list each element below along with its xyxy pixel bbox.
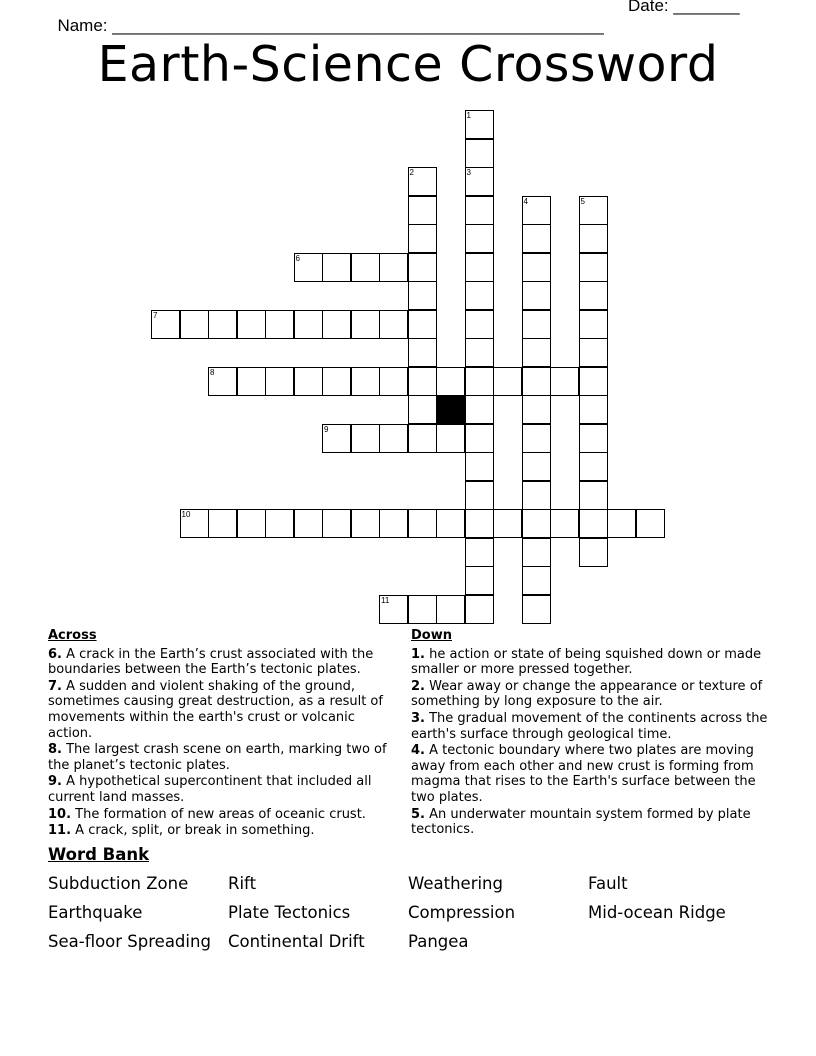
grid-cell[interactable] xyxy=(379,310,408,339)
grid-cell[interactable] xyxy=(237,367,266,396)
grid-cell[interactable] xyxy=(151,310,180,339)
grid-cell[interactable] xyxy=(579,481,608,510)
grid-cell[interactable] xyxy=(522,595,551,624)
grid-cell[interactable] xyxy=(579,310,608,339)
clue-number: 10. xyxy=(48,806,72,822)
clue-number: 11. xyxy=(48,823,72,839)
grid-cell[interactable] xyxy=(522,367,551,396)
grid-cell[interactable] xyxy=(379,367,408,396)
grid-cell[interactable] xyxy=(408,367,437,396)
grid-cell[interactable] xyxy=(465,224,494,253)
clue-number: 5. xyxy=(411,806,425,822)
across-clues xyxy=(48,628,398,840)
grid-cell[interactable] xyxy=(408,395,437,424)
grid-cell[interactable] xyxy=(408,253,437,282)
clue-text: The formation of new areas of oceanic crust. xyxy=(71,806,366,822)
clue-text: A crack, split, or break in something. xyxy=(71,823,315,839)
grid-cell[interactable] xyxy=(351,367,380,396)
clue-text: A sudden and violent shaking of the ground, sometimes causing great destruction, as a result of movements within the earth's crust or volcanic action. xyxy=(48,678,383,741)
grid-cell[interactable] xyxy=(579,367,608,396)
grid-cell[interactable] xyxy=(322,253,351,282)
grid-cell[interactable] xyxy=(208,310,237,339)
grid-cell[interactable] xyxy=(237,310,266,339)
grid-cell[interactable] xyxy=(522,538,551,567)
clue-text: A crack in the Earth’s crust associated with the boundaries between the Earth’s tectonic plates. xyxy=(48,646,374,678)
grid-cell[interactable] xyxy=(522,566,551,595)
grid-cell[interactable] xyxy=(351,310,380,339)
clue-text: A tectonic boundary where two plates are moving away from each other and new crust is forming from magma that rises to the Earth's surface between the two plates. xyxy=(411,743,756,805)
grid-cell[interactable] xyxy=(180,509,209,538)
down-heading: Down xyxy=(411,628,452,643)
grid-cell[interactable] xyxy=(465,395,494,424)
grid-cell[interactable] xyxy=(436,595,465,624)
clue-number: 4 xyxy=(523,196,528,206)
grid-cell[interactable] xyxy=(579,538,608,567)
grid-cell[interactable] xyxy=(465,281,494,310)
grid-cell[interactable] xyxy=(607,509,636,538)
name-field[interactable]: Name: ____________________________________________________ xyxy=(57,16,604,35)
word-bank-item: Plate Tectonics xyxy=(228,903,351,922)
grid-cell[interactable] xyxy=(379,595,408,624)
clue-number: 5 xyxy=(580,196,585,206)
grid-cell[interactable] xyxy=(379,253,408,282)
clue-number: 8 xyxy=(210,367,215,377)
across-clue xyxy=(48,647,398,678)
grid-cell[interactable] xyxy=(579,424,608,453)
clue-text: Wear away or change the appearance or texture of something by long exposure to the air. xyxy=(411,678,763,710)
clue-number: 1. xyxy=(411,646,425,662)
down-clue xyxy=(411,647,776,678)
grid-cell[interactable] xyxy=(408,281,437,310)
grid-cell[interactable] xyxy=(550,509,579,538)
across-clue xyxy=(48,774,398,805)
grid-cell[interactable] xyxy=(465,452,494,481)
grid-cell[interactable] xyxy=(465,538,494,567)
clue-text: The gradual movement of the continents across the earth's surface through geological time. xyxy=(411,710,768,742)
word-bank-heading: Word Bank xyxy=(48,845,150,864)
clue-number: 3 xyxy=(466,168,471,177)
grid-cell[interactable] xyxy=(294,367,323,396)
grid-cell[interactable] xyxy=(522,310,551,339)
word-bank-item: Rift xyxy=(228,874,257,893)
grid-cell[interactable] xyxy=(465,566,494,595)
grid-cell[interactable] xyxy=(408,509,437,538)
grid-cell[interactable] xyxy=(493,509,522,538)
grid-cell[interactable] xyxy=(579,395,608,424)
grid-cell[interactable] xyxy=(265,310,294,339)
grid-cell[interactable] xyxy=(208,509,237,538)
grid-cell[interactable] xyxy=(265,367,294,396)
grid-cell[interactable] xyxy=(436,367,465,396)
grid-cell[interactable] xyxy=(436,424,465,453)
grid-cell[interactable] xyxy=(522,452,551,481)
grid-cell[interactable] xyxy=(408,424,437,453)
grid-cell[interactable] xyxy=(465,253,494,282)
clue-number: 10 xyxy=(181,510,191,519)
grid-cell[interactable] xyxy=(522,281,551,310)
grid-cell[interactable] xyxy=(465,367,494,396)
grid-cell[interactable] xyxy=(579,509,608,538)
grid-cell[interactable] xyxy=(465,509,494,538)
clue-number: 2 xyxy=(409,168,414,177)
grid-cell[interactable] xyxy=(465,481,494,510)
grid-cell[interactable] xyxy=(493,367,522,396)
grid-cell[interactable] xyxy=(408,595,437,624)
down-clue xyxy=(411,711,776,742)
word-bank-item: Sea-floor Spreading xyxy=(48,932,211,951)
grid-cell[interactable] xyxy=(351,509,380,538)
grid-cell[interactable] xyxy=(322,310,351,339)
grid-cell[interactable] xyxy=(465,167,494,196)
across-heading: Across xyxy=(48,628,97,643)
down-clue xyxy=(411,807,776,838)
clue-number: 1 xyxy=(466,111,471,120)
grid-cell[interactable] xyxy=(237,509,266,538)
grid-cell[interactable] xyxy=(408,338,437,367)
grid-cell[interactable] xyxy=(522,424,551,453)
grid-cell[interactable] xyxy=(465,338,494,367)
grid-cell[interactable] xyxy=(636,509,665,538)
clue-text: he action or state of being squished down or made smaller or more pressed together. xyxy=(411,646,762,678)
grid-cell[interactable] xyxy=(522,196,551,225)
grid-cell[interactable] xyxy=(550,367,579,396)
grid-cell[interactable] xyxy=(465,424,494,453)
grid-cell[interactable] xyxy=(351,424,380,453)
grid-cell[interactable] xyxy=(522,395,551,424)
clue-number: 3. xyxy=(411,710,425,726)
grid-cell[interactable] xyxy=(579,338,608,367)
grid-cell[interactable] xyxy=(379,509,408,538)
clue-number: 11 xyxy=(381,595,390,605)
grid-cell[interactable] xyxy=(465,139,494,168)
clue-text: The largest crash scene on earth, marking two of the planet’s tectonic plates. xyxy=(48,742,387,773)
down-clue xyxy=(411,743,776,805)
date-field[interactable]: Date: _______ xyxy=(628,0,740,15)
grid-cell[interactable] xyxy=(522,338,551,367)
clue-number: 7 xyxy=(153,310,158,320)
grid-block xyxy=(436,395,465,424)
grid-cell[interactable] xyxy=(322,367,351,396)
word-bank-item: Fault xyxy=(588,874,628,893)
grid-cell[interactable] xyxy=(408,167,437,196)
down-clues xyxy=(411,628,776,839)
clue-number: 7. xyxy=(48,678,62,694)
grid-cell[interactable] xyxy=(436,509,465,538)
clue-text: An underwater mountain system formed by plate tectonics. xyxy=(411,806,751,838)
word-bank-item: Mid-ocean Ridge xyxy=(588,903,726,922)
grid-cell[interactable] xyxy=(522,481,551,510)
clue-number: 8. xyxy=(48,742,62,758)
grid-cell[interactable] xyxy=(408,224,437,253)
word-bank-item: Weathering xyxy=(408,874,503,893)
grid-cell[interactable] xyxy=(522,253,551,282)
word-bank-item: Pangea xyxy=(408,932,469,951)
across-clue xyxy=(48,807,398,823)
grid-cell[interactable] xyxy=(522,509,551,538)
clue-number: 2. xyxy=(411,678,425,694)
word-bank-item: Compression xyxy=(408,903,516,922)
grid-cell[interactable] xyxy=(579,253,608,282)
grid-cell[interactable] xyxy=(579,196,608,225)
across-clue xyxy=(48,823,398,839)
grid-cell[interactable] xyxy=(408,310,437,339)
grid-cell[interactable] xyxy=(465,196,494,225)
clue-number: 6 xyxy=(295,253,300,263)
down-clue xyxy=(411,679,776,710)
grid-cell[interactable] xyxy=(322,424,351,453)
clue-number: 4. xyxy=(411,743,425,759)
grid-cell[interactable] xyxy=(351,253,380,282)
grid-cell[interactable] xyxy=(579,452,608,481)
grid-cell[interactable] xyxy=(180,310,209,339)
clue-text: A hypothetical supercontinent that included all current land masses. xyxy=(48,774,372,805)
grid-cell[interactable] xyxy=(579,281,608,310)
grid-cell[interactable] xyxy=(322,509,351,538)
word-bank-item: Continental Drift xyxy=(228,932,365,951)
across-clue xyxy=(48,679,398,741)
grid-cell[interactable] xyxy=(579,224,608,253)
clue-number: 9 xyxy=(324,424,329,434)
grid-cell[interactable] xyxy=(408,196,437,225)
grid-cell[interactable] xyxy=(379,424,408,453)
grid-cell[interactable] xyxy=(465,110,494,139)
grid-cell[interactable] xyxy=(465,595,494,624)
page-title: Earth-Science Crossword xyxy=(97,36,719,93)
clue-number: 6. xyxy=(48,646,62,662)
grid-cell[interactable] xyxy=(294,509,323,538)
grid-cell[interactable] xyxy=(465,310,494,339)
grid-cell[interactable] xyxy=(265,509,294,538)
word-bank-item: Subduction Zone xyxy=(48,874,189,893)
grid-cell[interactable] xyxy=(294,253,323,282)
word-bank-item: Earthquake xyxy=(48,903,143,922)
clue-number: 9. xyxy=(48,774,62,790)
across-clue xyxy=(48,742,398,773)
grid-cell[interactable] xyxy=(208,367,237,396)
word-bank xyxy=(48,845,768,951)
grid-cell[interactable] xyxy=(522,224,551,253)
grid-cell[interactable] xyxy=(294,310,323,339)
